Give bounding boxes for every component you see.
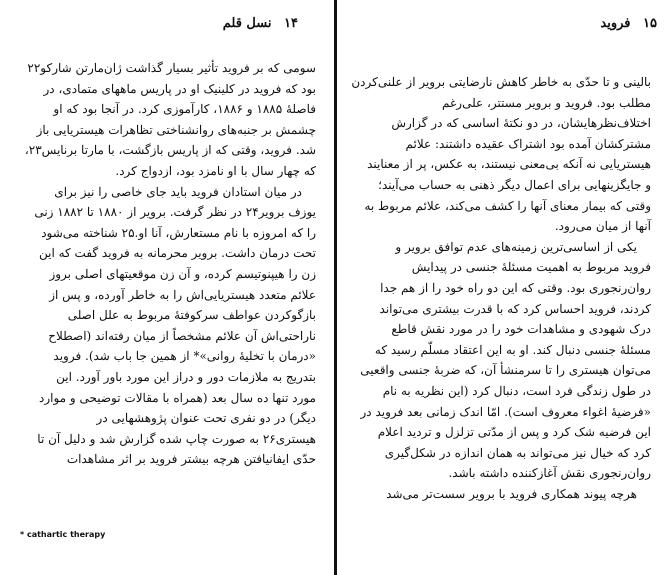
left-page-number: ۱۴ xyxy=(284,16,298,31)
right-running-title: فروید xyxy=(600,16,631,31)
text-line: فروید مربوط به اهمیت مسئلهٔ جنسی در پیدایش xyxy=(411,260,651,275)
right-page-number: ۱۵ xyxy=(643,16,657,31)
paragraph xyxy=(351,72,651,237)
text-line: کرد که خیال نیز می‌تواند به همان اندازه در شکل‌گیری xyxy=(384,445,651,460)
text-line: روان‌رنجوری بود. وقتی که این دو راه خود را از هم جدا xyxy=(380,280,651,295)
text-line: مورد تنها ده سال بعد (همراه با مقالات توضیحی و موارد xyxy=(38,390,316,405)
text-line: هیستری۲۶ به صورت چاپ شده گزارش شد و دلیل آن تا xyxy=(37,431,316,446)
text-line: مشترکشان آمده بود اشتراک عقیده داشتند: علائم xyxy=(405,136,651,151)
text-line: هیستریایی نه آنکه بی‌معنی نیستند، به عکس، پر از معنایند xyxy=(367,157,651,172)
text-line: اختلاف‌نظرهایشان، در دو نکتهٔ اساسی که در گزارش xyxy=(391,116,651,131)
text-line: بتدریج به ملازمات دور و دراز این مورد باور آورد. این xyxy=(56,369,316,384)
text-line: این فرضیه شک کرد و پس از مدّتی تزلزل و تردید اعلام xyxy=(377,425,651,440)
text-line: شد. فروید، وقتی که از پاریس بازگشت، با مارتا برنایس۲۳، xyxy=(24,143,316,158)
text-line: بالینی و تا حدّی به خاطر کاهش نارضایتی برویر از علنی‌کردن xyxy=(351,75,651,89)
text-line: ناراحتی‌اش آن علائم مشخصاً از میان رفته‌اند (اصطلاح xyxy=(48,328,316,343)
text-line: وقتی که بیمار معنای آنها را کشف می‌کند، علائم مربوط به xyxy=(364,198,651,213)
text-line: بازگوکردن عواطف سرکوفتهٔ مربوط به علل اصلی xyxy=(67,308,316,323)
right-page-header xyxy=(357,16,657,38)
text-line: درک شهودی و مشاهدات خود را در مورد نقش قاطع xyxy=(391,322,651,337)
text-line: را که امروزه با نام مستعارش، آنا او.۲۵ شناخته می‌شود xyxy=(41,225,316,240)
text-line: «فرضیهٔ اغواء معروف است). امّا اندک زمانی بعد فروید در xyxy=(360,404,651,419)
paragraph xyxy=(24,58,316,182)
text-line: دیگر) در دو نفری تحت عنوان پژوهشهایی در xyxy=(96,411,316,426)
text-line: «درمان با تخلیهٔ روانی»* از همین جا باب شد). فروید xyxy=(53,349,316,364)
text-line: که چهار سال با او نامزد بود، ازدواج کرد. xyxy=(115,163,316,178)
text-line: هرچه پیوند همکاری فروید با برویر سست‌تر می‌شد xyxy=(386,486,637,501)
right-page xyxy=(337,0,671,575)
text-line: تحت درمان داشت. برویر محرمانه به فروید گفت که این xyxy=(38,246,316,261)
text-line: در میان استادان فروید باید جای خاصی را نیز برای xyxy=(54,184,302,199)
text-line: کردند، فروید احساس کرد که با قدرت بیشتری می‌تواند xyxy=(379,301,651,316)
footnote: * cathartic therapy xyxy=(20,530,106,539)
text-line: آنها از میان می‌رود. xyxy=(554,219,651,234)
left-page xyxy=(0,0,334,575)
text-line: و جایگزینهایی برای اعمال دیگر ذهنی به حساب می‌آیند؛ xyxy=(378,177,651,192)
right-page-body xyxy=(351,72,651,504)
text-line: در طول زندگی فرد است، دنبال کرد (این نظریه به نام xyxy=(382,383,651,398)
text-line: حدّی ایفانیافتن هرچه بیشتر فروید بر اثر مشاهدات xyxy=(66,452,316,467)
left-page-header xyxy=(14,16,298,38)
text-line: می‌توان هیستری را تا سرمنشأ آن، که ضربهٔ جنسی واقعیی xyxy=(360,363,651,378)
left-page-body xyxy=(24,58,316,470)
text-line: مسئلهٔ جنسی دنبال کند. او به این اعتقاد مسلّم رسید که xyxy=(374,342,651,357)
paragraph xyxy=(32,182,316,470)
text-line: مطلب بود. فروید و برویر مستتر، علی‌رغم xyxy=(442,95,651,110)
text-line: سومی که بر فروید تأثیر بسیار گذاشت ژان‌مارتن شارکو۲۲ xyxy=(27,61,316,75)
text-line: چشمش بر جنبه‌های روانشناختی تظاهرات هیستریایی باز xyxy=(36,122,316,137)
paragraph xyxy=(359,237,651,484)
left-running-title: نسل قلم xyxy=(222,16,272,31)
text-line: روان‌رنجوری نقش آغازکننده داشته باشد. xyxy=(448,466,651,481)
text-line: فاصلهٔ ۱۸۸۵ و ۱۸۸۶، کارآموزی کرد. در آنجا بود که او xyxy=(53,102,316,117)
text-line: علائم متعدد هیستریایی‌اش را به خاطر آورده، و پس از xyxy=(49,287,316,302)
text-line: زن را هیپنوتیسم کرده، و آن زن موقعیتهای اصلی بروز xyxy=(49,266,316,281)
text-line: یکی از اساسی‌ترین زمینه‌های عدم توافق برویر و xyxy=(395,239,637,254)
text-line: یوزف برویر۲۴ در نظر گرفت. برویر از ۱۸۸۰ تا ۱۸۸۲ زنی xyxy=(34,205,316,220)
paragraph xyxy=(359,484,651,505)
text-line: بود که فروید در کلینیک او در پاریس ماههای متمادی، در xyxy=(43,81,316,96)
